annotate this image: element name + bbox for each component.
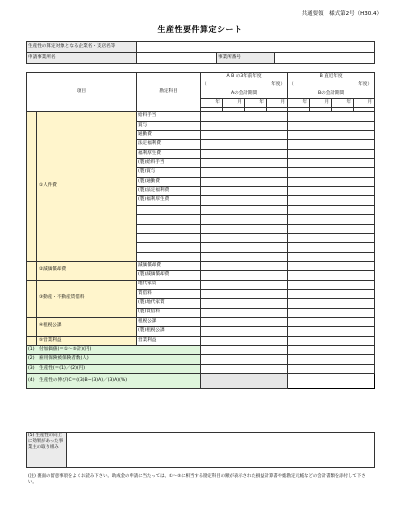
- value-a-8[interactable]: [201, 187, 288, 196]
- header-account: 勘定科目: [137, 73, 201, 112]
- header-a-year-field[interactable]: [223, 81, 267, 89]
- period-b-start-year[interactable]: 年: [288, 99, 310, 108]
- period-a-start-month[interactable]: 月: [223, 99, 245, 108]
- header-a-period: Aの会計期間: [201, 90, 288, 99]
- account-item: (製)法定福利費: [137, 187, 201, 196]
- account-item: 給料手当: [137, 112, 201, 121]
- info-table: [26, 41, 375, 64]
- value-a-22[interactable]: [201, 317, 288, 326]
- value-b-16[interactable]: [288, 261, 375, 270]
- header-b-title: B 直近年度: [288, 73, 375, 82]
- page-title: 生産性要件算定シート: [157, 25, 243, 34]
- value-a-13[interactable]: [201, 233, 288, 242]
- applicant-office-label: 申請事業所名: [27, 53, 137, 64]
- value-a-12[interactable]: [201, 224, 288, 233]
- period-a-end-year[interactable]: 年: [245, 99, 267, 108]
- value-b-11[interactable]: [288, 215, 375, 224]
- value-a-14[interactable]: [201, 243, 288, 252]
- account-item: [137, 215, 201, 224]
- value-b-row2[interactable]: [288, 355, 375, 364]
- summary-row4: (4) 生産性の伸び(C＝((3)B−(3)A)／(3)A)(%): [27, 374, 201, 389]
- value-b-10[interactable]: [288, 205, 375, 214]
- account-item: 地代家賃: [137, 280, 201, 289]
- summary-row2: (2) 雇用保険被保険者数(人): [27, 355, 201, 364]
- value-b-14[interactable]: [288, 243, 375, 252]
- account-item: (製)地代家賃: [137, 299, 201, 308]
- header-item: 項目: [27, 73, 137, 112]
- value-b-3[interactable]: [288, 140, 375, 149]
- account-item: (製)賞与: [137, 168, 201, 177]
- account-item: 法定福利費: [137, 140, 201, 149]
- value-b-6[interactable]: [288, 168, 375, 177]
- remarks-label: (5) 生産性の向上に効果があった事業主の取り組み: [27, 433, 67, 468]
- value-a-row3[interactable]: [201, 364, 288, 373]
- value-a-5[interactable]: [201, 159, 288, 168]
- target-company-field[interactable]: [137, 42, 375, 53]
- value-b-13[interactable]: [288, 233, 375, 242]
- period-b-start-month[interactable]: 月: [310, 99, 332, 108]
- remarks-field[interactable]: [67, 433, 375, 468]
- summary-row3: (3) 生産性(＝(1)／(2)(円): [27, 364, 201, 373]
- value-b-20[interactable]: [288, 299, 375, 308]
- value-a-21[interactable]: [201, 308, 288, 317]
- value-b-row1[interactable]: [288, 345, 375, 354]
- value-a-24[interactable]: [201, 336, 288, 345]
- value-a-4[interactable]: [201, 149, 288, 158]
- value-b-row4[interactable]: [288, 374, 375, 389]
- header-a-year-close: 年度）: [267, 81, 288, 89]
- calculation-table: [26, 72, 375, 389]
- value-a-15[interactable]: [201, 252, 288, 261]
- value-a-2[interactable]: [201, 131, 288, 140]
- office-number-field[interactable]: [275, 53, 375, 64]
- value-a-1[interactable]: [201, 121, 288, 130]
- account-item: [137, 224, 201, 233]
- value-a-11[interactable]: [201, 215, 288, 224]
- period-a-start-year[interactable]: 年: [201, 99, 223, 108]
- account-item: 賃借料: [137, 289, 201, 298]
- value-b-15[interactable]: [288, 252, 375, 261]
- value-a-6[interactable]: [201, 168, 288, 177]
- category-cat2: ②減価償却費: [37, 261, 137, 280]
- value-b-22[interactable]: [288, 317, 375, 326]
- office-number-label: 事業所番号: [217, 53, 275, 64]
- account-item: [137, 252, 201, 261]
- header-b-period: Bの会計期間: [288, 90, 375, 99]
- value-a-23[interactable]: [201, 327, 288, 336]
- value-b-5[interactable]: [288, 159, 375, 168]
- value-a-0[interactable]: [201, 112, 288, 121]
- value-b-19[interactable]: [288, 289, 375, 298]
- category-cat4: ④租税公課: [37, 317, 137, 336]
- header-a-year-open: （: [201, 81, 223, 89]
- target-company-label: 生産性の算定対象となる企業名・支店名等: [27, 42, 137, 53]
- value-b-23[interactable]: [288, 327, 375, 336]
- summary-row1: (1) 付加価値(＝①～⑤計)(円): [27, 345, 201, 354]
- category-cat1: ①人件費: [37, 112, 137, 262]
- value-a-10[interactable]: [201, 205, 288, 214]
- value-a-9[interactable]: [201, 196, 288, 205]
- account-item: (製)租税公課: [137, 327, 201, 336]
- account-item: 福利厚生費: [137, 149, 201, 158]
- form-code: 共通要領 様式第2号（H30.4）: [301, 11, 382, 17]
- period-a-end-month[interactable]: 月: [267, 99, 288, 108]
- category-cat5: ⑤営業利益: [37, 336, 137, 345]
- account-item: (製)給料手当: [137, 159, 201, 168]
- value-b-8[interactable]: [288, 187, 375, 196]
- value-b-24[interactable]: [288, 336, 375, 345]
- value-b-18[interactable]: [288, 280, 375, 289]
- value-a-7[interactable]: [201, 177, 288, 186]
- account-item: 減価償却費: [137, 261, 201, 270]
- value-b-7[interactable]: [288, 177, 375, 186]
- value-b-21[interactable]: [288, 308, 375, 317]
- value-a-16[interactable]: [201, 261, 288, 270]
- header-b-year-open: （: [288, 81, 310, 89]
- category-cat3: ③動産・不動産賃借料: [37, 280, 137, 317]
- footnote: (注) 裏面の留意事項をよくお読み下さい。助成金の申請に当たっては、①～⑤に相当する勘定科目の額が表示された損益計算書や総勘定元帳などの会計書類を添付して下さい。: [28, 474, 366, 485]
- value-a-row1[interactable]: [201, 345, 288, 354]
- value-b-row3[interactable]: [288, 364, 375, 373]
- value-a-row4: [201, 374, 288, 389]
- account-item: 租税公課: [137, 317, 201, 326]
- account-item: (製)通勤費: [137, 177, 201, 186]
- period-b-end-year[interactable]: 年: [332, 99, 354, 108]
- value-b-0[interactable]: [288, 112, 375, 121]
- remarks-table: [26, 432, 375, 468]
- value-a-3[interactable]: [201, 140, 288, 149]
- account-item: [137, 205, 201, 214]
- account-item: 営業利益: [137, 336, 201, 345]
- account-item: (製)減価償却費: [137, 271, 201, 280]
- value-a-17[interactable]: [201, 271, 288, 280]
- header-b-year-field[interactable]: [310, 81, 354, 89]
- value-b-17[interactable]: [288, 271, 375, 280]
- value-b-9[interactable]: [288, 196, 375, 205]
- account-item: [137, 233, 201, 242]
- account-item: (製)賃借料: [137, 308, 201, 317]
- account-item: (製)福利厚生費: [137, 196, 201, 205]
- account-item: 賞与: [137, 121, 201, 130]
- header-a-title: A B の3年前年度: [201, 73, 288, 82]
- account-item: 通勤費: [137, 131, 201, 140]
- period-b-end-month[interactable]: 月: [354, 99, 375, 108]
- value-a-20[interactable]: [201, 299, 288, 308]
- value-a-row2[interactable]: [201, 355, 288, 364]
- value-a-18[interactable]: [201, 280, 288, 289]
- applicant-office-field[interactable]: [137, 53, 217, 64]
- value-a-19[interactable]: [201, 289, 288, 298]
- header-b-year-close: 年度）: [354, 81, 375, 89]
- account-item: [137, 243, 201, 252]
- value-b-12[interactable]: [288, 224, 375, 233]
- value-b-1[interactable]: [288, 121, 375, 130]
- value-b-4[interactable]: [288, 149, 375, 158]
- value-b-2[interactable]: [288, 131, 375, 140]
